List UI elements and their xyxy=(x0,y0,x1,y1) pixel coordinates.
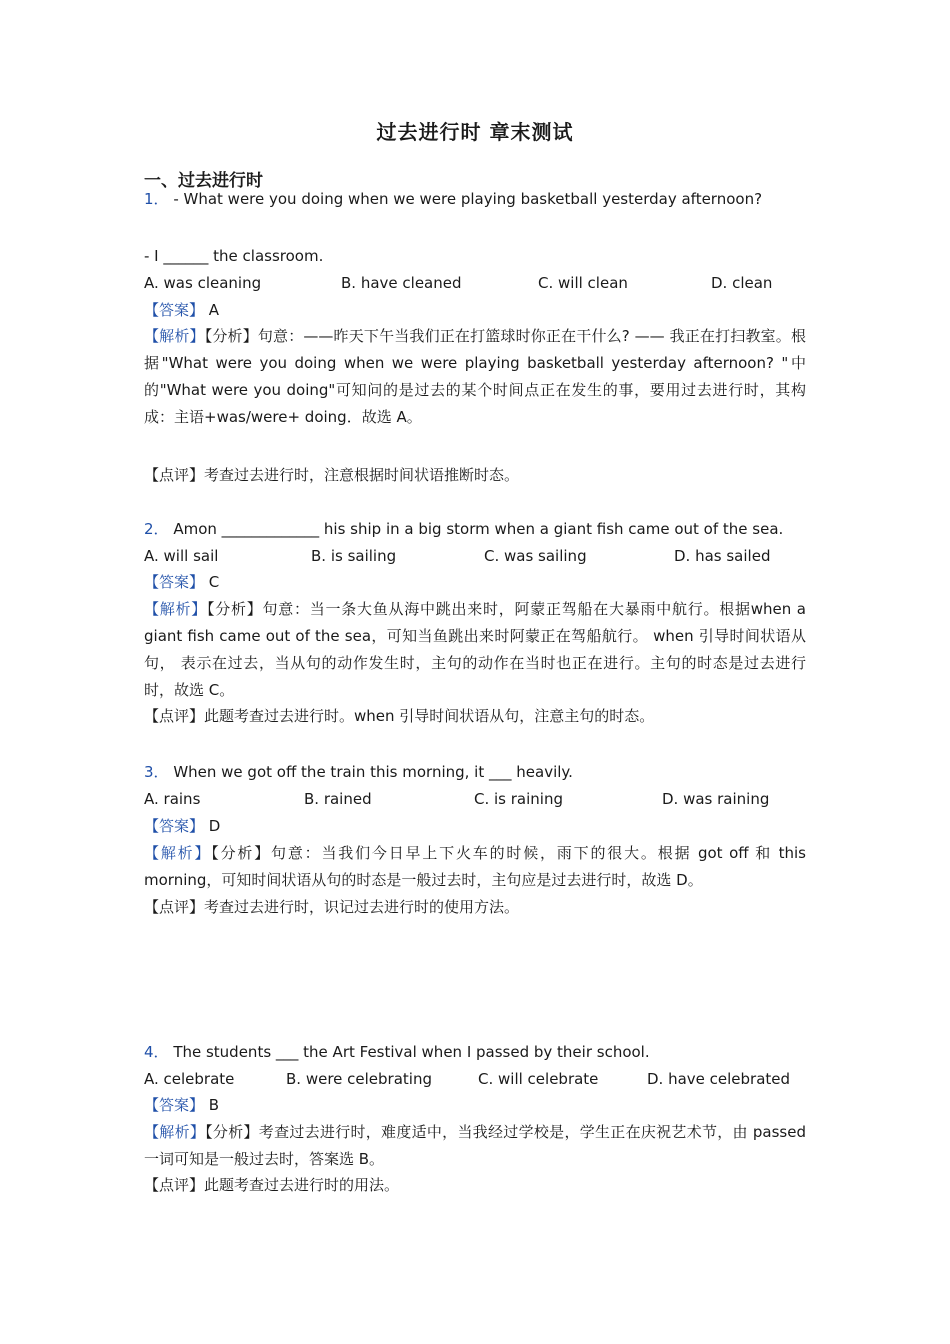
q3-answer xyxy=(144,815,220,837)
q2-analysis xyxy=(144,596,806,704)
q2-stem-text: Amon _____________ his ship in a big storm when a giant fish came out of the sea. xyxy=(168,520,784,538)
q2-option-b: B. is sailing xyxy=(311,547,397,565)
q2-comment xyxy=(144,705,654,727)
q2-option-d: D. has sailed xyxy=(674,547,771,565)
q3-answer-value: D xyxy=(204,817,221,835)
q2-option-c: C. was sailing xyxy=(484,547,587,565)
q4-option-c: C. will celebrate xyxy=(478,1070,599,1088)
q3-analysis-text: 句意：当我们今日早上下火车的时候，雨下的很大。根据 got off 和 this morning，可知时间状语从句的时态是一般过去时，主句应是过去进行时，故选 D。 xyxy=(144,844,806,889)
q4-answer xyxy=(144,1094,219,1116)
q1-analysis-text: 句意：——昨天下午当我们正在打篮球时你正在干什么? —— 我正在打扫教室。根据"What were you doing when we were playing basketball yesterday afternoon? "中的"What were you doing"可知问的是过去的某个时间点正在发生的事，要用过去进行时，其构成：主语+was/were+ doing．故选 A。 xyxy=(144,327,806,426)
fenxi-label: 【分析】 xyxy=(207,600,263,618)
q4-stem-text: The students ___ the Art Festival when I passed by their school. xyxy=(168,1043,650,1061)
comment-label: 【点评】 xyxy=(144,707,205,725)
q3-option-a: A. rains xyxy=(144,790,201,808)
q2-stem xyxy=(144,518,783,540)
q1-comment xyxy=(144,464,519,486)
section-heading: 一、过去进行时 xyxy=(144,171,263,191)
q1-option-b: B. have cleaned xyxy=(341,274,462,292)
q3-comment xyxy=(144,896,519,918)
q4-option-b: B. were celebrating xyxy=(286,1070,432,1088)
answer-label: 【答案】 xyxy=(144,573,205,591)
fenxi-label: 【分析】 xyxy=(204,327,258,345)
q1-stem xyxy=(144,188,762,210)
comment-label: 【点评】 xyxy=(144,1176,205,1194)
q1-answer xyxy=(144,299,219,321)
q4-comment xyxy=(144,1174,399,1196)
analysis-label: 【解析】 xyxy=(144,600,207,618)
q2-number: 2． xyxy=(144,520,169,538)
q1-option-c: C. will clean xyxy=(538,274,628,292)
q4-analysis xyxy=(144,1119,806,1173)
analysis-label: 【解析】 xyxy=(144,844,212,862)
q2-option-a: A. will sail xyxy=(144,547,219,565)
q3-number: 3． xyxy=(144,763,169,781)
q3-option-d: D. was raining xyxy=(662,790,770,808)
q1-comment-text: 考查过去进行时，注意根据时间状语推断时态。 xyxy=(204,466,520,484)
q1-stem-text: - What were you doing when we were playing basketball yesterday afternoon? xyxy=(168,190,763,208)
analysis-label: 【解析】 xyxy=(144,1123,206,1141)
q4-stem xyxy=(144,1041,650,1063)
q1-stem-reply: - I ______ the classroom. xyxy=(144,247,324,265)
q3-option-b: B. rained xyxy=(304,790,372,808)
q2-answer xyxy=(144,571,219,593)
page-title: 过去进行时 章末测试 xyxy=(376,120,574,144)
comment-label: 【点评】 xyxy=(144,898,205,916)
answer-label: 【答案】 xyxy=(144,1096,205,1114)
q1-option-d: D. clean xyxy=(711,274,773,292)
q2-comment-text: 此题考查过去进行时。when 引导时间状语从句，注意主句的时态。 xyxy=(204,707,655,725)
q4-analysis-text: 考查过去进行时，难度适中，当我经过学校是，学生正在庆祝艺术节，由 passed 一词可知是一般过去时，答案选 B。 xyxy=(144,1123,806,1168)
q1-analysis xyxy=(144,323,806,431)
q1-number: 1． xyxy=(144,190,169,208)
comment-label: 【点评】 xyxy=(144,466,205,484)
q3-analysis xyxy=(144,840,806,894)
q4-option-d: D. have celebrated xyxy=(647,1070,791,1088)
q2-analysis-text: 句意：当一条大鱼从海中跳出来时，阿蒙正驾船在大暴雨中航行。根据when a giant fish came out of the sea，可知当鱼跳出来时阿蒙正在驾船航行。 when 引导时间状语从句， 表示在过去，当从句的动作发生时，主句的动作在当时也正在进行。主句的时态是过去进行时，故选 C。 xyxy=(144,600,806,699)
q4-answer-value: B xyxy=(204,1096,220,1114)
answer-label: 【答案】 xyxy=(144,817,205,835)
q4-option-a: A. celebrate xyxy=(144,1070,235,1088)
q3-option-c: C. is raining xyxy=(474,790,563,808)
q3-comment-text: 考查过去进行时，识记过去进行时的使用方法。 xyxy=(204,898,520,916)
answer-label: 【答案】 xyxy=(144,301,205,319)
q3-stem xyxy=(144,761,573,783)
fenxi-label: 【分析】 xyxy=(211,844,272,862)
q1-option-a: A. was cleaning xyxy=(144,274,262,292)
q2-answer-value: C xyxy=(204,573,220,591)
fenxi-label: 【分析】 xyxy=(205,1123,259,1141)
q4-comment-text: 此题考查过去进行时的用法。 xyxy=(204,1176,400,1194)
analysis-label: 【解析】 xyxy=(144,327,205,345)
q1-answer-value: A xyxy=(204,301,220,319)
q3-stem-text: When we got off the train this morning, it ___ heavily. xyxy=(168,763,573,781)
q4-number: 4． xyxy=(144,1043,169,1061)
